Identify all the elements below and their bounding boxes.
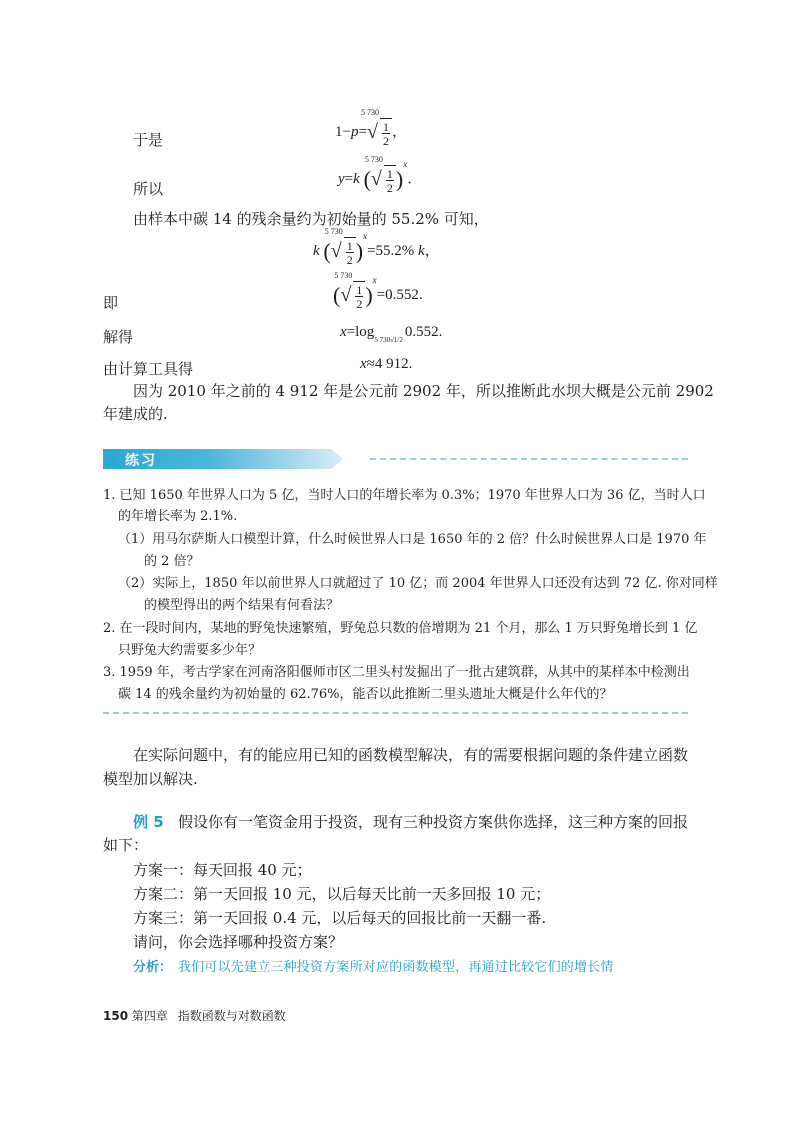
paragraph-line1: 在实际问题中，有的能应用已知的函数模型解决，有的需要根据问题的条件建立函数 (133, 746, 689, 764)
equation-1: 1−p= 5 730 √ $\frac{1}{2}$ ， (335, 108, 407, 148)
equation-3: k ( 5 730 √ $\frac{1}{2}$ )$^x$=55.2% k， (313, 227, 440, 267)
exercise-q2-line2: 只野兔大约需要多少年？ (118, 643, 262, 658)
equation-2: y=k ( 5 730 √ $\frac{1}{2}$ )$^x$． (338, 155, 423, 195)
label-calc-tool: 由计算工具得 (103, 360, 194, 378)
example-text-2: 如下： (103, 836, 149, 854)
analysis-label: 分析： (133, 960, 173, 975)
chapter-number: 第四章 (131, 1009, 168, 1023)
plan-2: 方案二：第一天回报 10 元，以后每天比前一天多回报 10 元； (133, 885, 551, 903)
exercise-q2-line1: 2. 在一段时间内，某地的野兔快速繁殖，野兔总只数的倍增期为 21 个月，那么 1 万只野兔增长到 1 亿 (103, 621, 698, 636)
text-sample-statement: 由样本中碳 14 的残余量约为初始量的 55.2% 可知， (133, 210, 489, 228)
exercise-q1b-line1: （2）实际上，1850 年以前世界人口就超过了 10 亿；而 2004 年世界人口还没有达到 72 亿. 你对同样 (118, 576, 718, 591)
exercise-q1-line1: 1. 已知 1650 年世界人口为 5 亿，当时人口的年增长率为 0.3%；1970 年世界人口为 36 亿，当时人口 (103, 488, 706, 503)
exercise-banner (103, 449, 358, 469)
equation-4: ( 5 730 √ $\frac{1}{2}$ )$^x$=0.552. (333, 271, 423, 311)
exercise-q1a-line1: （1）用马尔萨斯人口模型计算，什么时候世界人口是 1650 年的 2 倍？什么时候世界人口是 1970 年 (118, 532, 707, 547)
label-jiede: 解得 (103, 328, 134, 346)
exercise-q3-line1: 3. 1959 年，考古学家在河南洛阳偃师市区二里头村发掘出了一批古建筑群，从其中的某样本中检测出 (103, 665, 690, 680)
chapter-title: 指数函数与对数函数 (177, 1009, 286, 1023)
label-suoyi: 所以 (133, 180, 164, 198)
footer (103, 1007, 286, 1024)
example-text-1: 假设你有一笔资金用于投资，现有三种投资方案供你选择，这三种方案的回报 (178, 813, 689, 831)
plan-1: 方案一：每天回报 40 元； (133, 861, 312, 879)
exercise-q1-line2: 的年增长率为 2.1%. (118, 509, 238, 524)
text-conclusion-2: 年建成的. (103, 405, 168, 423)
exercise-q3-line2: 碳 14 的残余量约为初始量的 62.76%，能否以此推断二里头遗址大概是什么年代的？ (118, 687, 613, 702)
exercise-title: 练习 (125, 453, 157, 469)
analysis-text: 我们可以先建立三种投资方案所对应的函数模型，再通过比较它们的增长情 (178, 960, 614, 975)
example-label: 例 5 (133, 813, 164, 831)
equation-6: x≈4 912. (360, 356, 413, 372)
label-yushi: 于是 (133, 131, 164, 149)
text-conclusion-1: 因为 2010 年之前的 4 912 年是公元前 2902 年，所以推断此水坝大概是公元前 2902 (133, 382, 714, 400)
page-number: 150 (103, 1009, 129, 1023)
exercise-q1b-line2: 的模型得出的两个结果有何看法？ (144, 598, 340, 613)
banner-dashes (370, 458, 688, 460)
paragraph-line2: 模型加以解决. (103, 770, 198, 788)
example-question: 请问，你会选择哪种投资方案？ (133, 933, 344, 951)
equation-5: x=log5 730√1/2 0.552. (340, 324, 443, 344)
exercise-q1a-line2: 的 2 倍？ (144, 554, 200, 569)
plan-3: 方案三：第一天回报 0.4 元，以后每天的回报比前一天翻一番. (133, 909, 547, 927)
label-ji: 即 (103, 294, 119, 312)
exercise-bottom-dashes (103, 712, 688, 714)
